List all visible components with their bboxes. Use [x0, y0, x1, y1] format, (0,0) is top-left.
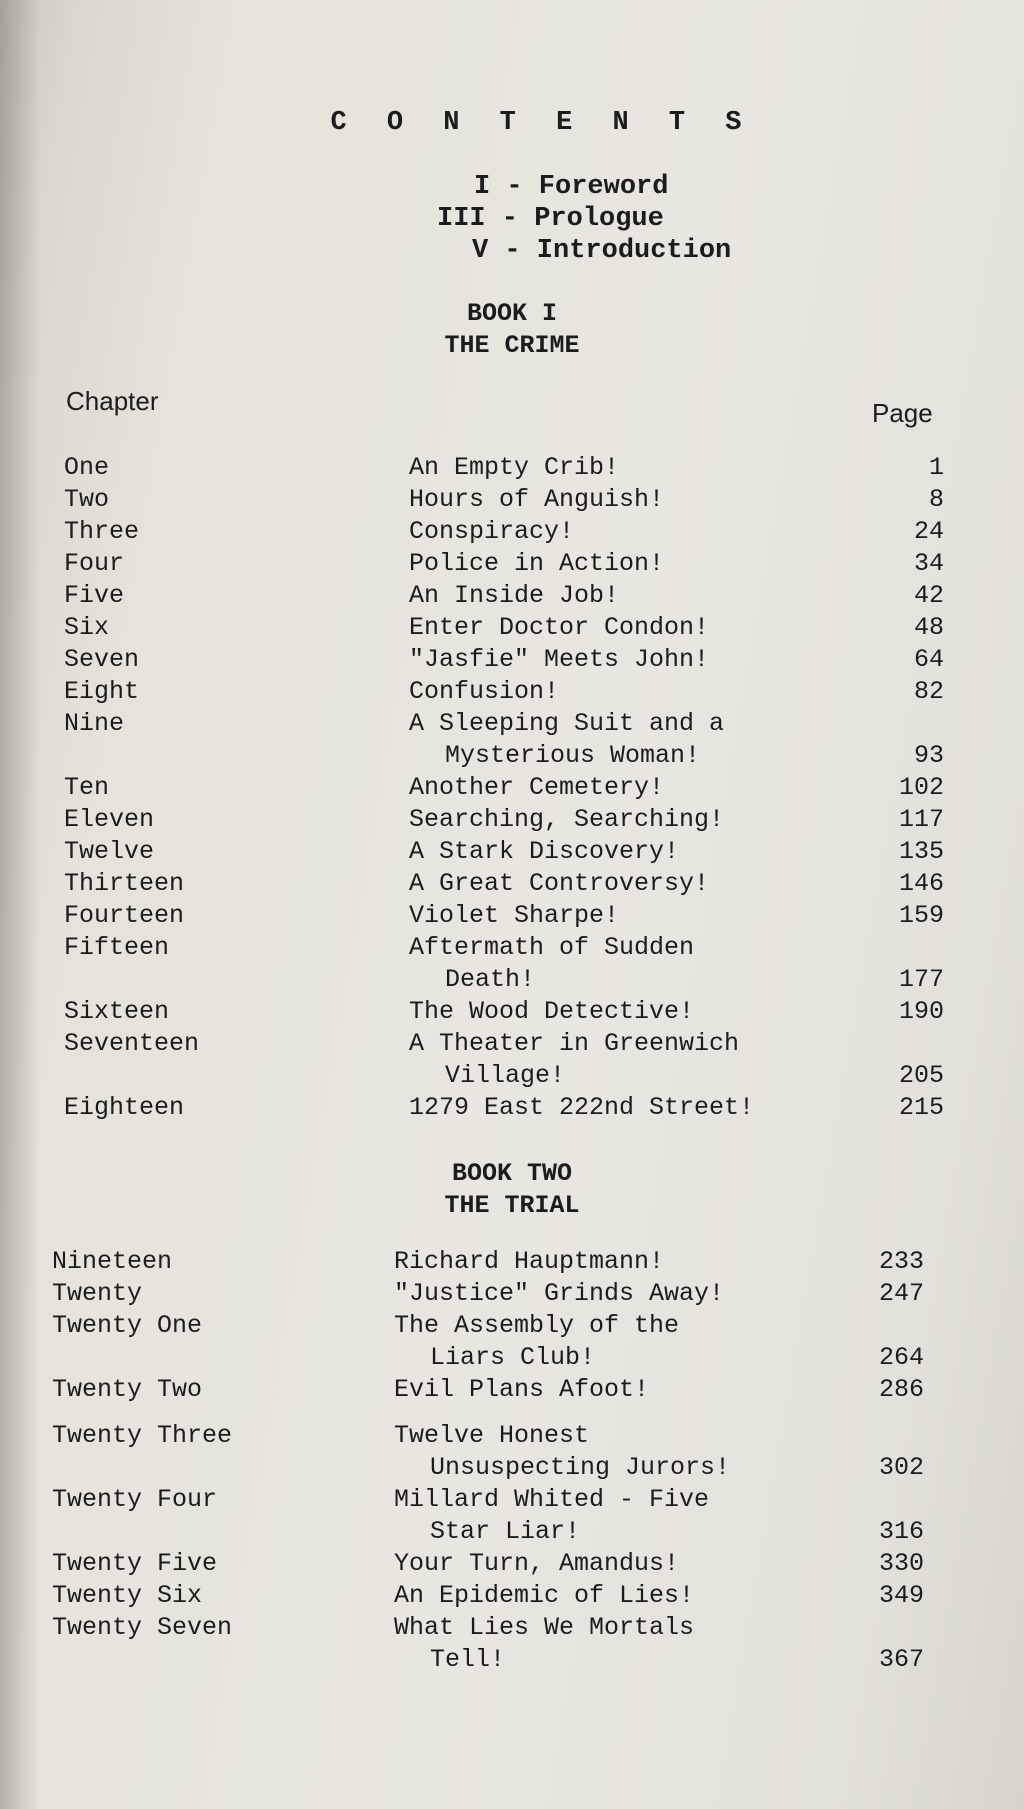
page-number: 316 [878, 1517, 924, 1546]
front-matter-foreword: I - Foreword [474, 172, 669, 202]
chapter-number: Eighteen [64, 1093, 185, 1122]
page-number: 1 [928, 453, 944, 482]
chapter-number: One [64, 453, 110, 482]
front-matter-introduction: V - Introduction [472, 236, 732, 266]
page-number: 93 [913, 741, 944, 770]
page-number: 48 [913, 613, 944, 642]
page-number: 205 [898, 1061, 944, 1090]
chapter-title: A Stark Discovery! [409, 837, 680, 866]
page-number: 367 [878, 1645, 924, 1674]
book-two-number: BOOK TWO [451, 1159, 573, 1188]
chapter-number: Five [64, 581, 125, 610]
page-number: 146 [898, 869, 944, 898]
page-number: 64 [913, 645, 944, 674]
chapter-title: Twelve Honest [394, 1421, 590, 1450]
chapter-number: Nineteen [52, 1247, 173, 1276]
chapter-number: Twenty Two [52, 1375, 203, 1404]
book-two-name: THE TRIAL [444, 1191, 580, 1220]
chapter-title: Another Cemetery! [409, 773, 665, 802]
page-number: 102 [898, 773, 944, 802]
chapter-title: A Great Controversy! [409, 869, 710, 898]
chapter-number: Sixteen [64, 997, 170, 1026]
chapter-title: A Sleeping Suit and a [409, 709, 725, 738]
chapter-number: Seven [64, 645, 140, 674]
chapter-number: Fourteen [64, 901, 185, 930]
chapter-number: Seventeen [64, 1029, 200, 1058]
chapter-title: Millard Whited - Five [394, 1485, 710, 1514]
chapter-title: Evil Plans Afoot! [394, 1375, 650, 1404]
chapter-number: Fifteen [64, 933, 170, 962]
page-number: 264 [878, 1343, 924, 1372]
chapter-title: An Empty Crib! [409, 453, 620, 482]
page-number: 117 [898, 805, 944, 834]
chapter-title: Richard Hauptmann! [394, 1247, 665, 1276]
page-number: 135 [898, 837, 944, 866]
page-number: 24 [913, 517, 944, 546]
chapter-title: Enter Doctor Condon! [409, 613, 710, 642]
chapter-number: Eight [64, 677, 140, 706]
chapter-number: Twelve [64, 837, 155, 866]
chapter-title: "Justice" Grinds Away! [394, 1279, 725, 1308]
chapter-number: Nine [64, 709, 125, 738]
book-one-name: THE CRIME [444, 331, 580, 360]
chapter-title: 1279 East 222nd Street! [409, 1093, 755, 1122]
page-number: 8 [928, 485, 944, 514]
page-number: 190 [898, 997, 944, 1026]
chapter-title-continued: Liars Club! [430, 1343, 596, 1372]
chapter-number: Ten [64, 773, 110, 802]
page-shadow [0, 0, 40, 1809]
page-number: 302 [878, 1453, 924, 1482]
page-number: 42 [913, 581, 944, 610]
chapter-title: "Jasfie" Meets John! [409, 645, 710, 674]
chapter-number: Twenty Four [52, 1485, 218, 1514]
chapter-title-continued: Death! [445, 965, 536, 994]
page-number: 159 [898, 901, 944, 930]
page-number: 177 [898, 965, 944, 994]
chapter-title-continued: Tell! [430, 1645, 506, 1674]
chapter-title: The Wood Detective! [409, 997, 695, 1026]
front-matter-prologue: III - Prologue [437, 204, 664, 234]
chapter-number: Thirteen [64, 869, 185, 898]
chapter-title: An Epidemic of Lies! [394, 1581, 695, 1610]
chapter-number: Three [64, 517, 140, 546]
chapter-number: Twenty Six [52, 1581, 203, 1610]
page-number: 34 [913, 549, 944, 578]
chapter-title-continued: Star Liar! [430, 1517, 581, 1546]
chapter-title: Police in Action! [409, 549, 665, 578]
page-number: 330 [878, 1549, 924, 1578]
chapter-title: Your Turn, Amandus! [394, 1549, 680, 1578]
chapter-number: Two [64, 485, 110, 514]
chapter-number: Twenty Three [52, 1421, 233, 1450]
chapter-title-continued: Unsuspecting Jurors! [430, 1453, 731, 1482]
chapter-title: A Theater in Greenwich [409, 1029, 740, 1058]
chapter-title-continued: Village! [445, 1061, 566, 1090]
chapter-title: Searching, Searching! [409, 805, 725, 834]
page-number: 286 [878, 1375, 924, 1404]
chapter-title-continued: Mysterious Woman! [445, 741, 701, 770]
page-number: 247 [878, 1279, 924, 1308]
chapter-number: Twenty Seven [52, 1613, 233, 1642]
chapter-title: The Assembly of the [394, 1311, 680, 1340]
chapter-number: Twenty Five [52, 1549, 218, 1578]
chapter-title: Hours of Anguish! [409, 485, 665, 514]
page-title: C O N T E N T S [330, 108, 754, 138]
chapter-title: What Lies We Mortals [394, 1613, 695, 1642]
book-one-number: BOOK I [466, 299, 557, 328]
page-number: 233 [878, 1247, 924, 1276]
chapter-number: Twenty [52, 1279, 143, 1308]
page-number: 82 [913, 677, 944, 706]
chapter-number: Six [64, 613, 110, 642]
chapter-number: Twenty One [52, 1311, 203, 1340]
page-column-header: Page [872, 398, 933, 428]
page-number: 215 [898, 1093, 944, 1122]
chapter-title: Violet Sharpe! [409, 901, 620, 930]
chapter-number: Eleven [64, 805, 155, 834]
page-number: 349 [878, 1581, 924, 1610]
chapter-column-header: Chapter [66, 386, 159, 416]
chapter-title: Conspiracy! [409, 517, 575, 546]
chapter-number: Four [64, 549, 125, 578]
chapter-title: Aftermath of Sudden [409, 933, 695, 962]
chapter-title: Confusion! [409, 677, 560, 706]
chapter-title: An Inside Job! [409, 581, 620, 610]
